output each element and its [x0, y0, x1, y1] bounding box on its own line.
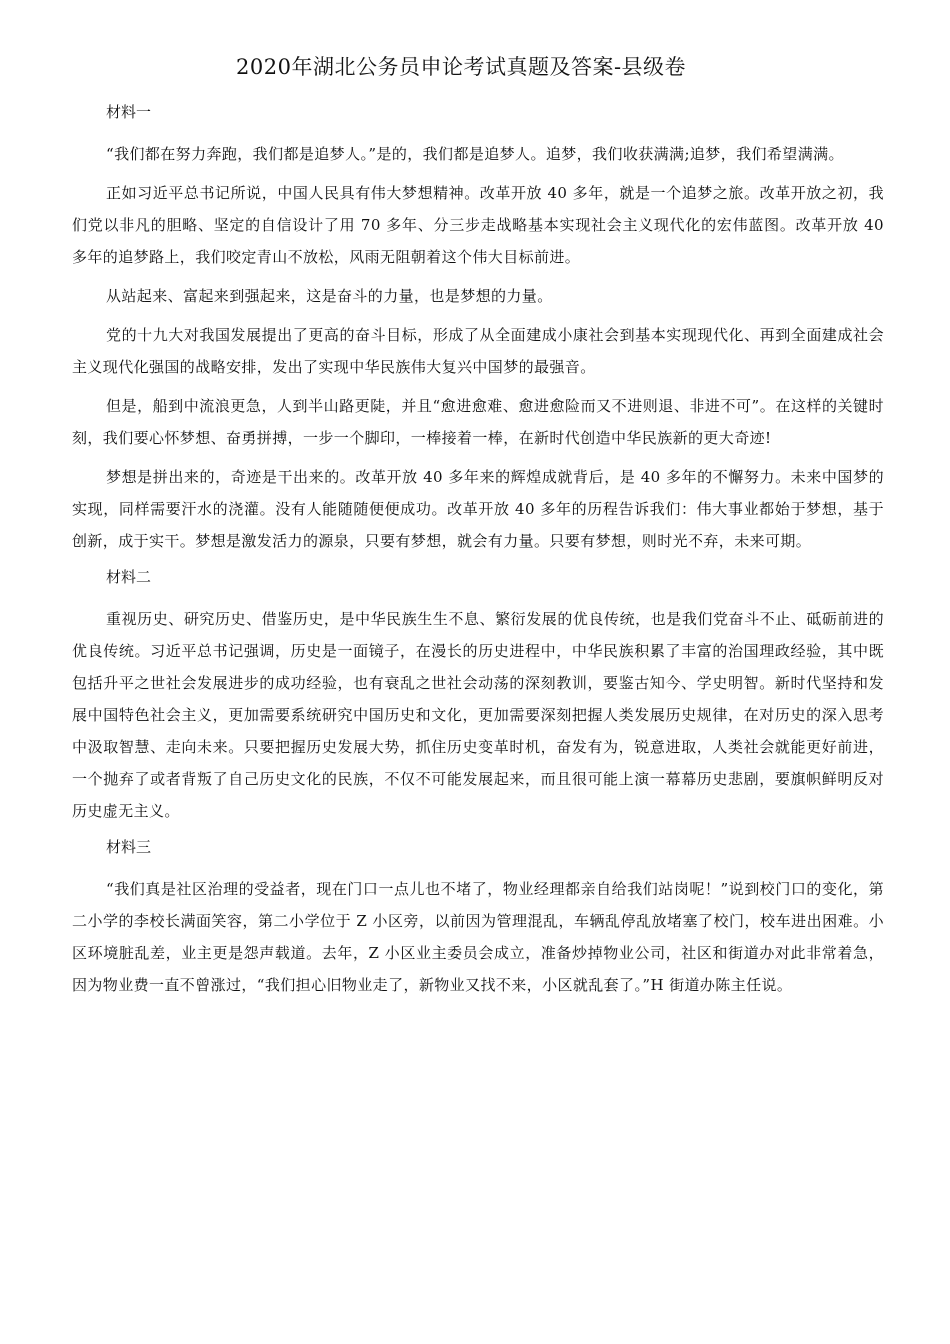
paragraph: 从站起来、富起来到强起来，这是奋斗的力量，也是梦想的力量。	[106, 287, 553, 305]
paragraph: “我们真是社区治理的受益者，现在门口一点儿也不堵了，物业经理都亲自给我们站岗呢！”说到校门口的变化，第二小学的李校长满面笑容，第二小学位于 Z 小区旁，以前因为管理混乱，车辆乱停乱放堵塞了校门，校车进出困难。小区环境脏乱差，业主更是怨声载道。去年，Z 小区业主委员会成立，准备炒掉物业公司，社区和街道办对此非常着急，因为物业费一直不曾涨过，“我们担心旧物业走了，新物业又找不来，小区就乱套了。”H 街道办陈主任说。	[72, 880, 884, 994]
section-heading: 材料二	[106, 568, 152, 586]
section-heading: 材料三	[106, 838, 152, 856]
paragraph: “我们都在努力奔跑，我们都是追梦人。”是的，我们都是追梦人。追梦，我们收获满满;追梦，我们希望满满。	[106, 145, 844, 163]
document-page	[72, 52, 884, 1008]
material-section-3	[72, 835, 884, 1001]
paragraph: 重视历史、研究历史、借鉴历史，是中华民族生生不息、繁衍发展的优良传统，也是我们党奋斗不止、砥砺前进的优良传统。习近平总书记强调，历史是一面镜子，在漫长的历史进程中，中华民族积累了丰富的治国理政经验，其中既包括升平之世社会发展进步的成功经验，也有衰乱之世社会动荡的深刻教训，要鉴古知今、学史明智。新时代坚持和发展中国特色社会主义，更加需要系统研究中国历史和文化，更加需要深刻把握人类发展历史规律，在对历史的深入思考中汲取智慧、走向未来。只要把握历史发展大势，抓住历史变革时机，奋发有为，锐意进取，人类社会就能更好前进，一个抛弃了或者背叛了自己历史文化的民族，不仅不可能发展起来，而且很可能上演一幕幕历史悲剧，要旗帜鲜明反对历史虚无主义。	[72, 610, 884, 820]
paragraph: 梦想是拼出来的，奇迹是干出来的。改革开放 40 多年来的辉煌成就背后，是 40 多年的不懈努力。未来中国梦的实现，同样需要汗水的浇灌。没有人能随随便便成功。改革开放 40 多年的历程告诉我们：伟大事业都始于梦想，基于创新，成于实干。梦想是激发活力的源泉，只要有梦想，就会有力量。只要有梦想，则时光不弃，未来可期。	[72, 468, 884, 550]
material-section-2	[72, 565, 884, 827]
document-title: 2020年湖北公务员申论考试真题及答案-县级卷	[236, 55, 687, 79]
paragraph: 但是，船到中流浪更急，人到半山路更陡，并且“愈进愈难、愈进愈险而又不进则退、非进不可”。在这样的关键时刻，我们要心怀梦想、奋勇拼搏，一步一个脚印，一棒接着一棒，在新时代创造中华民族新的更大奇迹!	[72, 397, 884, 447]
section-heading: 材料一	[106, 103, 152, 121]
paragraph: 正如习近平总书记所说，中国人民具有伟大梦想精神。改革开放 40 多年，就是一个追梦之旅。改革开放之初，我们党以非凡的胆略、坚定的自信设计了用 70 多年、分三步走战略基本实现社会主义现代化的宏伟蓝图。改革开放 40 多年的追梦路上，我们咬定青山不放松，风雨无阻朝着这个伟大目标前进。	[72, 184, 884, 266]
material-section-1	[72, 100, 884, 557]
paragraph: 党的十九大对我国发展提出了更高的奋斗目标，形成了从全面建成小康社会到基本实现现代化、再到全面建成社会主义现代化强国的战略安排，发出了实现中华民族伟大复兴中国梦的最强音。	[72, 326, 884, 376]
